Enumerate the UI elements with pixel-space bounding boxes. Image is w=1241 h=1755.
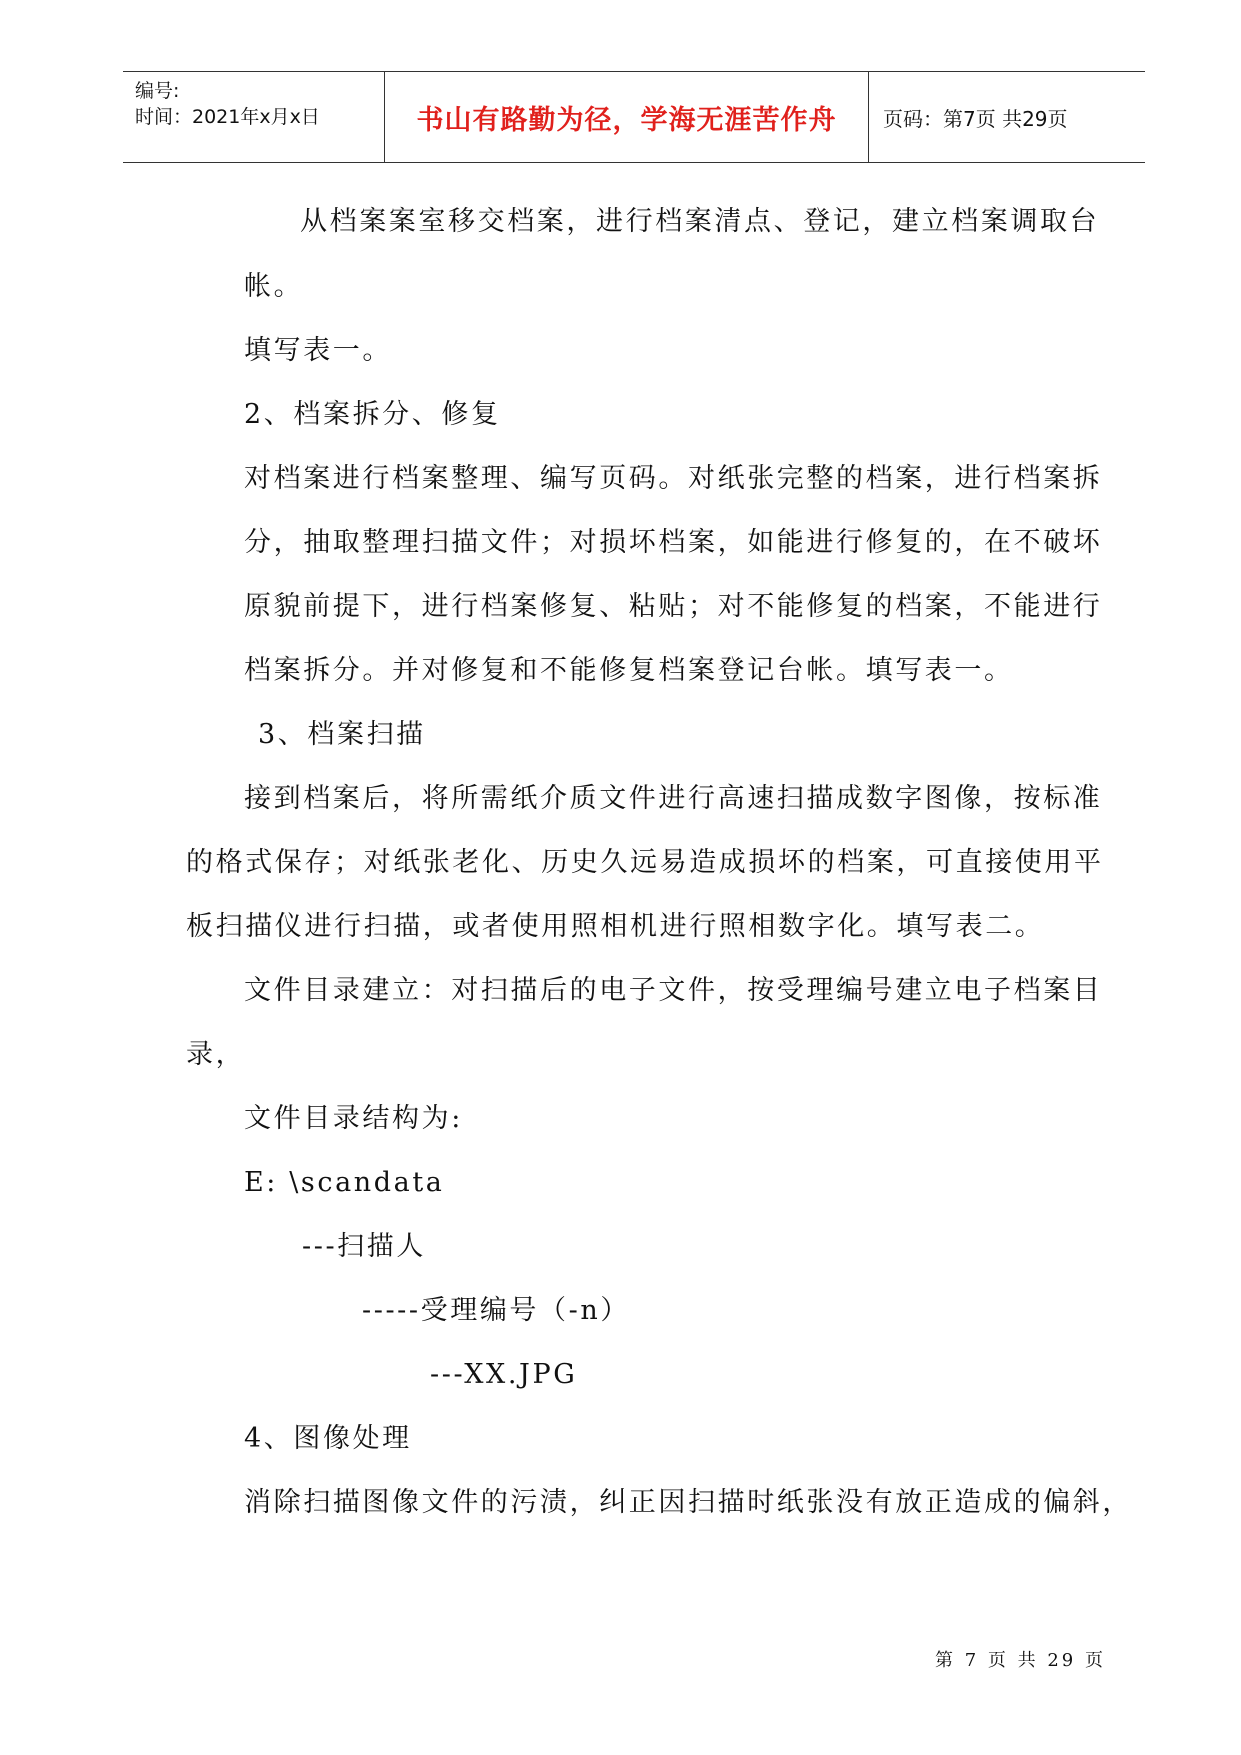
text-line: 分，抽取整理扫描文件；对损坏档案，如能进行修复的，在不破坏	[244, 527, 1103, 558]
directory-path: ---XX.JPG	[430, 1359, 578, 1390]
doc-date: 时间：2021年x月x日	[135, 106, 320, 128]
text-line: 消除扫描图像文件的污渍，纠正因扫描时纸张没有放正造成的偏斜，	[244, 1487, 1132, 1518]
text-line: 的格式保存；对纸张老化、历史久远易造成损坏的档案，可直接使用平	[186, 847, 1104, 878]
section-heading: 3、档案扫描	[258, 719, 426, 750]
directory-path: E: \scandata	[244, 1167, 445, 1198]
text-line: 档案拆分。并对修复和不能修复档案登记台帐。填写表一。	[244, 655, 1014, 686]
page-header	[123, 71, 1145, 163]
header-page-info: 页码：第7页 共29页	[883, 106, 1068, 131]
header-motto: 书山有路勤为径，学海无涯苦作舟	[385, 72, 869, 162]
text-line: 文件目录建立：对扫描后的电子文件，按受理编号建立电子档案目	[244, 975, 1103, 1006]
text-line: 帐。	[244, 271, 304, 302]
doc-number-label: 编号:	[135, 80, 180, 102]
section-heading: 2、档案拆分、修复	[244, 399, 501, 430]
text-line: 录，	[186, 1039, 246, 1070]
header-meta-cell	[123, 72, 385, 162]
directory-path: -----受理编号（-n）	[362, 1295, 630, 1326]
text-line: 原貌前提下，进行档案修复、粘贴；对不能修复的档案，不能进行	[244, 591, 1103, 622]
text-line: 填写表一。	[244, 335, 392, 366]
text-line: 从档案案室移交档案，进行档案清点、登记，建立档案调取台	[300, 206, 1100, 237]
text-line: 文件目录结构为:	[244, 1103, 463, 1134]
text-line: 接到档案后，将所需纸介质文件进行高速扫描成数字图像，按标准	[244, 783, 1103, 814]
text-line: 板扫描仪进行扫描，或者使用照相机进行照相数字化。填写表二。	[186, 911, 1045, 942]
directory-path: ---扫描人	[302, 1231, 426, 1262]
page-footer: 第 7 页 共 29 页	[935, 1650, 1106, 1671]
text-line: 对档案进行档案整理、编写页码。对纸张完整的档案，进行档案拆	[244, 463, 1103, 494]
section-heading: 4、图像处理	[244, 1423, 412, 1454]
